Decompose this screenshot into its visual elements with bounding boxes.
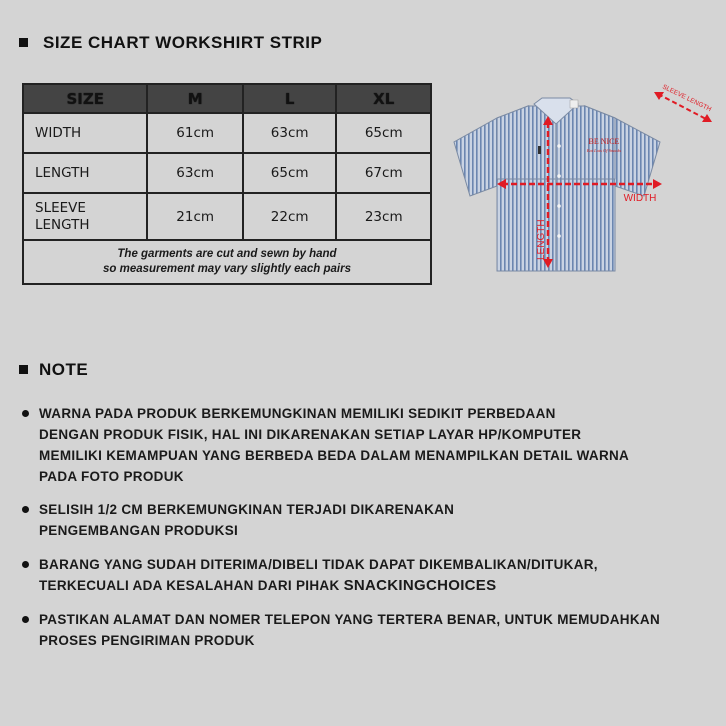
width-label: WIDTH <box>623 193 657 204</box>
note-line: BARANG YANG SUDAH DITERIMA/DIBELI TIDAK DAPAT DIKEMBALIKAN/DITUKAR, <box>39 557 598 572</box>
shirt-embroidery-line1: BE NICE <box>588 137 620 146</box>
table-note-row <box>23 240 431 284</box>
header-l: L <box>243 84 337 113</box>
cell-value: 63cm <box>243 113 337 153</box>
table-note-line1: The garments are cut and sewn by hand <box>117 248 337 260</box>
header-size: SIZE <box>23 84 147 113</box>
row-label <box>23 193 147 240</box>
length-label: LENGTH <box>536 219 547 260</box>
bullet-icon <box>22 410 29 417</box>
cell-value: 65cm <box>243 153 337 193</box>
cell-value: 23cm <box>336 193 431 240</box>
header-m: M <box>147 84 242 113</box>
table-row-width <box>23 113 431 153</box>
width-arrowhead-right <box>653 179 662 189</box>
row-label-line2: LENGTH <box>35 216 90 233</box>
brand-name: SNACKINGCHOICES <box>343 577 497 594</box>
note-line: WARNA PADA PRODUK BERKEMUNGKINAN MEMILIKI SEDIKIT PERBEDAAN <box>39 406 556 421</box>
table-row-length <box>23 153 431 193</box>
note-item-4 <box>39 609 709 651</box>
note-item-1 <box>39 403 709 487</box>
table-row-sleeve-length <box>23 193 431 240</box>
size-chart-table <box>22 83 432 285</box>
cell-value: 67cm <box>336 153 431 193</box>
header-xl: XL <box>336 84 431 113</box>
note-item-2 <box>39 499 709 541</box>
note-line: TERKECUALI ADA KESALAHAN DARI PIHAK <box>39 578 344 593</box>
heading-square-icon <box>19 38 28 47</box>
cell-value: 63cm <box>147 153 242 193</box>
cell-value: 61cm <box>147 113 242 153</box>
note-title: NOTE <box>39 360 89 379</box>
row-label: LENGTH <box>23 153 147 193</box>
shirt-embroidery-line2: Eat Lots Of Snacks <box>586 148 622 153</box>
note-line: SELISIH 1/2 CM BERKEMUNGKINAN TERJADI DIKARENAKAN <box>39 502 455 517</box>
note-line: DENGAN PRODUK FISIK, HAL INI DIKARENAKAN SETIAP LAYAR HP/KOMPUTER <box>39 427 582 442</box>
cell-value: 22cm <box>243 193 337 240</box>
table-header-row <box>23 84 431 113</box>
row-label-line1: SLEEVE <box>35 199 86 216</box>
sleeve-length-label: SLEEVE LENGTH <box>661 84 713 114</box>
note-line: PADA FOTO PRODUK <box>39 469 184 484</box>
cell-value: 21cm <box>147 193 242 240</box>
table-note <box>23 240 431 284</box>
note-line: MEMILIKI KEMAMPUAN YANG BERBEDA BEDA DALAM MENAMPILKAN DETAIL WARNA <box>39 448 630 463</box>
note-line: PASTIKAN ALAMAT DAN NOMER TELEPON YANG TERTERA BENAR, UNTUK MEMUDAHKAN <box>39 612 660 627</box>
note-square-icon <box>19 365 28 374</box>
note-item-3 <box>39 554 709 596</box>
bullet-icon <box>22 561 29 568</box>
note-line: PENGEMBANGAN PRODUKSI <box>39 523 239 538</box>
row-label: WIDTH <box>23 113 147 153</box>
table-note-line2: so measurement may vary slightly each pairs <box>102 263 351 275</box>
size-chart-title: SIZE CHART WORKSHIRT STRIP <box>43 33 323 52</box>
bullet-icon <box>22 616 29 623</box>
cell-value: 65cm <box>336 113 431 153</box>
note-line: PROSES PENGIRIMAN PRODUK <box>39 633 255 648</box>
shirt-measurement-illustration <box>440 84 726 284</box>
bullet-icon <box>22 506 29 513</box>
